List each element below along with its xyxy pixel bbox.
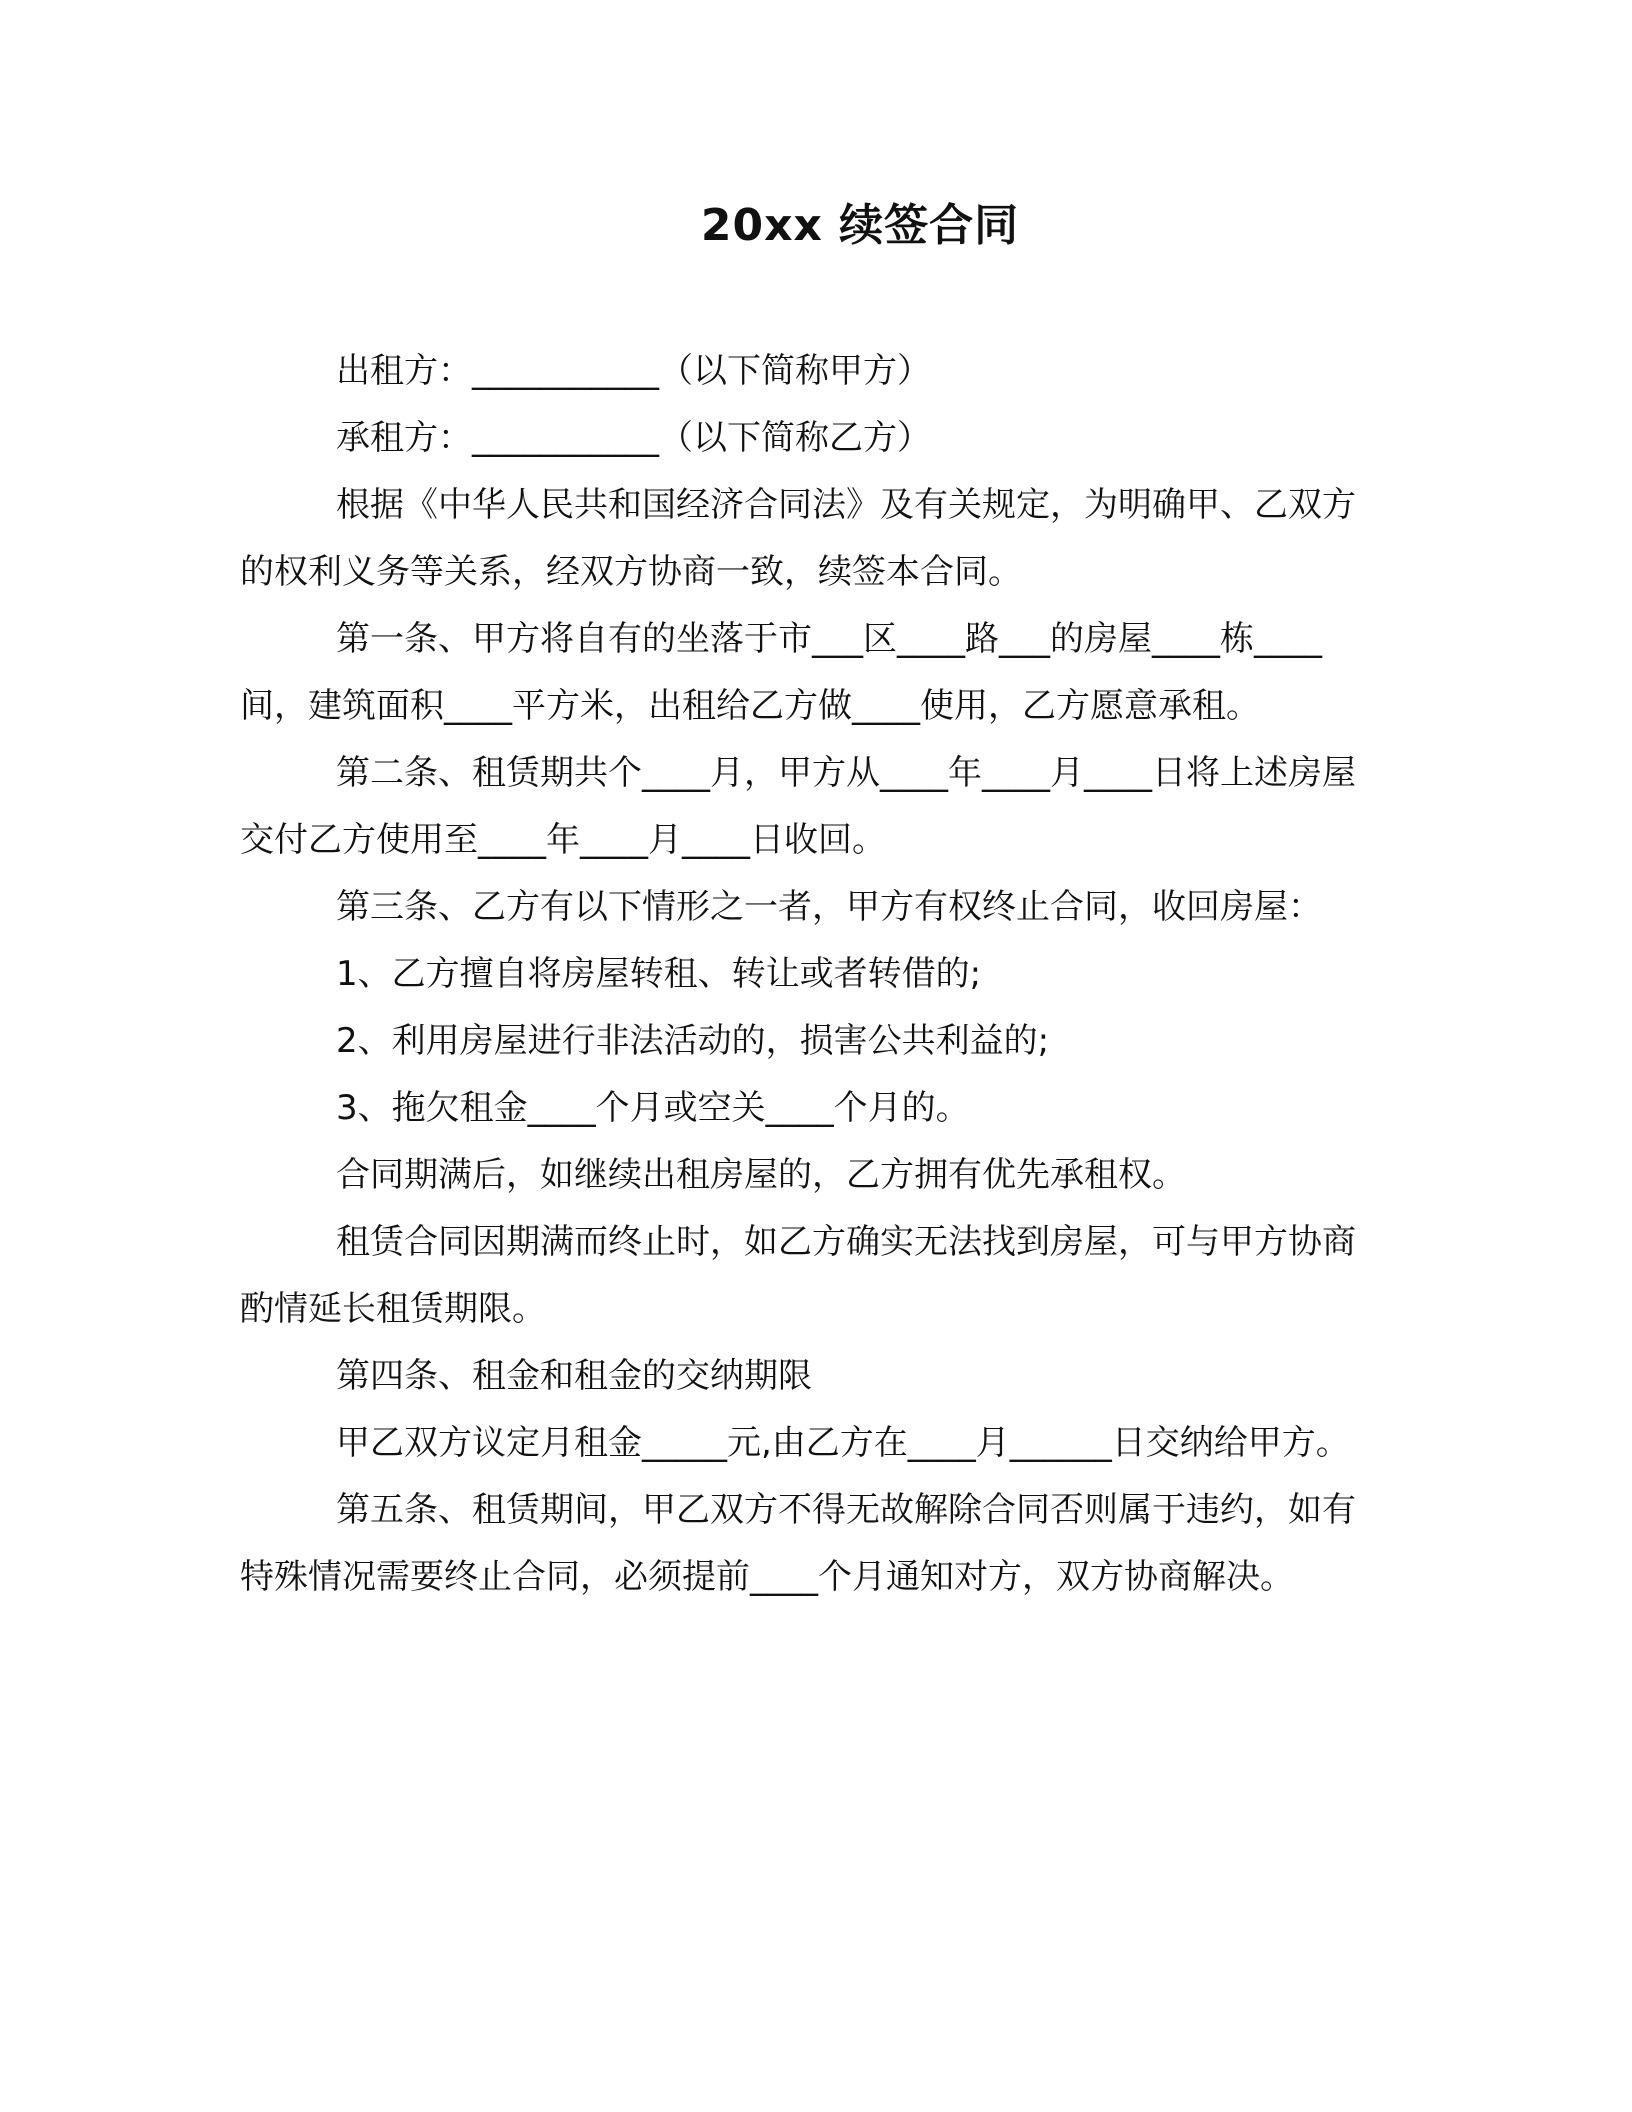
paragraph-item-2: 2、利用房屋进行非法活动的，损害公共利益的; (336, 1021, 1050, 1061)
paragraph-article-4: 第四条、租金和租金的交纳期限 (336, 1356, 812, 1396)
paragraph-article-2: 第二条、租赁期共个____月，甲方从____年____月____日将上述房屋交付乙方使用至____年____月____日收回。 (240, 753, 1356, 860)
paragraph-article-3: 第三条、乙方有以下情形之一者，甲方有权终止合同，收回房屋： (336, 887, 1322, 927)
paragraph-priority-right: 合同期满后，如继续出租房屋的，乙方拥有优先承租权。 (336, 1155, 1186, 1195)
paragraph-extension: 租赁合同因期满而终止时，如乙方确实无法找到房屋，可与甲方协商酌情延长租赁期限。 (240, 1222, 1356, 1329)
paragraph-item-3: 3、拖欠租金____个月或空关____个月的。 (336, 1088, 970, 1128)
paragraph-article-5: 第五条、租赁期间，甲乙双方不得无故解除合同否则属于违约，如有特殊情况需要终止合同，必须提前____个月通知对方，双方协商解决。 (240, 1490, 1356, 1597)
document-title: 20xx 续签合同 (700, 200, 1020, 251)
paragraph-rent: 甲乙双方议定月租金_____元,由乙方在____月______日交纳给甲方。 (336, 1423, 1350, 1463)
paragraph-article-1: 第一条、甲方将自有的坐落于市___区____路___的房屋____栋____间，建筑面积____平方米，出租给乙方做____使用，乙方愿意承租。 (240, 619, 1322, 726)
document-body (240, 338, 1380, 1611)
paragraph-lessee: 承租方：___________（以下简称乙方） (336, 418, 931, 458)
paragraph-item-1: 1、乙方擅自将房屋转租、转让或者转借的; (336, 954, 982, 994)
paragraph-preamble: 根据《中华人民共和国经济合同法》及有关规定，为明确甲、乙双方的权利义务等关系，经双方协商一致，续签本合同。 (240, 485, 1356, 592)
paragraph-lessor: 出租方：___________（以下简称甲方） (336, 351, 931, 391)
